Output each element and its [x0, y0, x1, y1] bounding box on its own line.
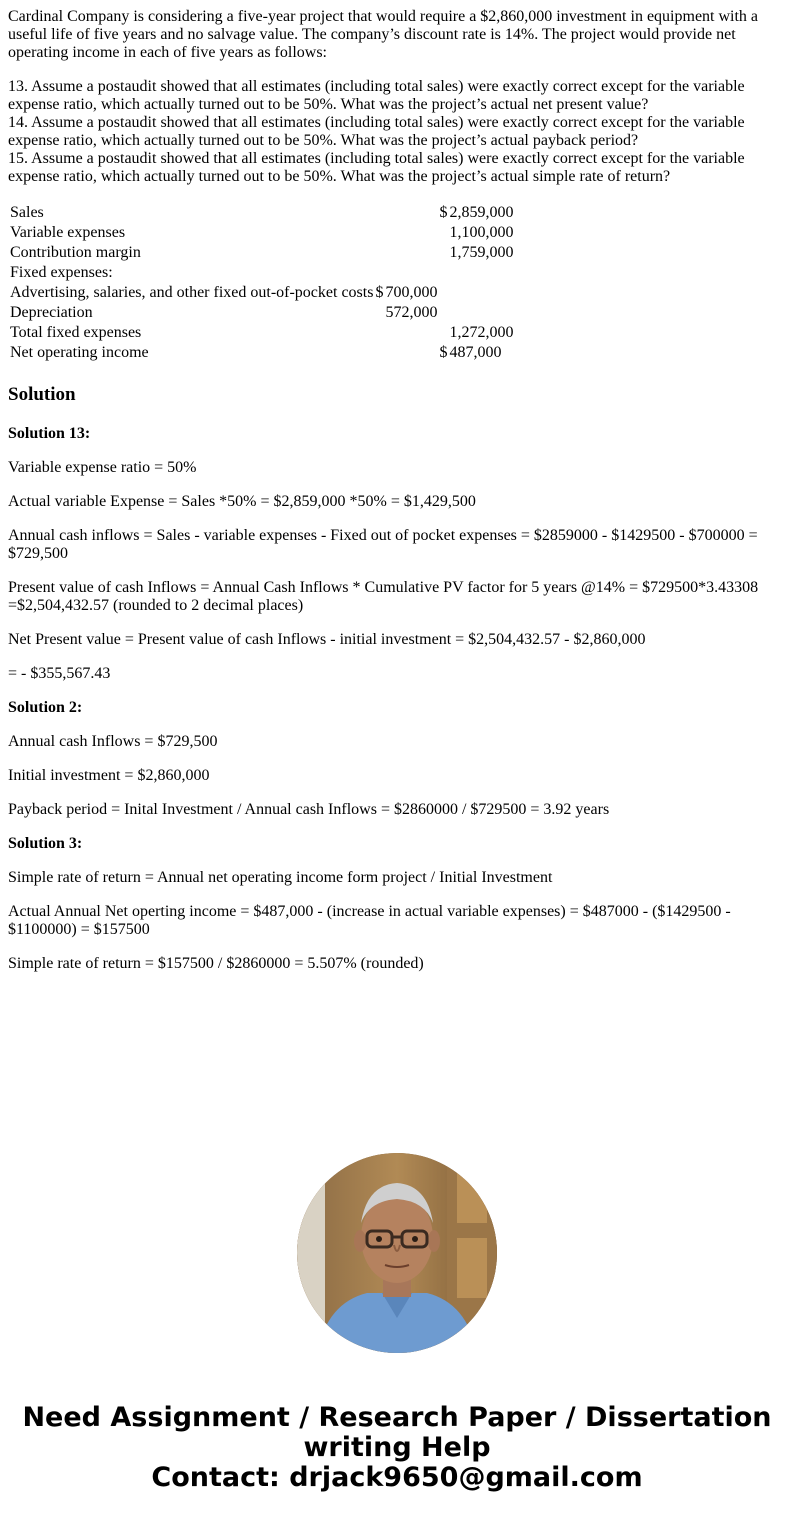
- solution-line: Initial investment = $2,860,000: [8, 767, 210, 784]
- table-row: [10, 204, 513, 222]
- table-row: [10, 224, 513, 242]
- table-row: [10, 284, 513, 302]
- amount-depreciation: 572,000: [385, 304, 438, 321]
- table-row: [10, 244, 513, 262]
- row-label-variable: Variable expenses: [10, 224, 126, 241]
- solution-line: Variable expense ratio = 50%: [8, 459, 197, 476]
- row-label-net-income: Net operating income: [10, 344, 149, 361]
- question-15: 15. Assume a postaudit showed that all estimates (including total sales) were exactly correct except for the variable expense ratio, which actually turned out to be 50%. What was the project’s actual simple rate of return?: [8, 150, 745, 185]
- row-label-depreciation: Depreciation: [10, 304, 93, 321]
- solution-13-heading: Solution 13:: [8, 425, 91, 442]
- amount-net-income: 487,000: [449, 344, 502, 361]
- author-portrait-image: [297, 1153, 497, 1353]
- solution-line: Simple rate of return = Annual net operating income form project / Initial Investment: [8, 869, 553, 886]
- solution-3-heading: Solution 3:: [8, 835, 83, 852]
- question-13: 13. Assume a postaudit showed that all estimates (including total sales) were exactly correct except for the variable expense ratio, which actually turned out to be 50%. What was the project’s actual net present value?: [8, 78, 745, 113]
- promo-line-1: Need Assignment / Research Paper / Dissertation: [22, 1402, 772, 1433]
- solution-line: Simple rate of return = $157500 / $2860000 = 5.507% (rounded): [8, 955, 424, 972]
- solution-line: Annual cash inflows = Sales - variable expenses - Fixed out of pocket expenses = $2859000 - $1429500 - $700000 = $729,500: [8, 527, 758, 562]
- row-label-advertising: Advertising, salaries, and other fixed out-of-pocket costs: [10, 284, 374, 301]
- promo-footer: [0, 1403, 794, 1493]
- solution-heading: Solution: [8, 384, 76, 405]
- amount-variable: 1,100,000: [449, 224, 514, 241]
- contact-email: Contact: drjack9650@gmail.com: [151, 1462, 643, 1493]
- author-avatar: [297, 1153, 497, 1353]
- solution-line: Actual Annual Net operting income = $487,000 - (increase in actual variable expenses) = $487000 - ($1429500 - $1100000) = $157500: [8, 903, 731, 938]
- table-row: [10, 304, 513, 322]
- solution-line: Present value of cash Inflows = Annual Cash Inflows * Cumulative PV factor for 5 years @14% = $729500*3.43308 =$2,504,432.57 (rounded to 2 decimal places): [8, 579, 759, 614]
- table-row: [10, 344, 513, 362]
- table-row: [10, 264, 513, 282]
- row-label-contribution: Contribution margin: [10, 244, 141, 261]
- solution-line: Annual cash Inflows = $729,500: [8, 733, 218, 750]
- problem-intro: Cardinal Company is considering a five-year project that would require a $2,860,000 investment in equipment with a useful life of five years and no salvage value. The company’s discount rate is 14%. The project would provide net operating income in each of five years as follows:: [8, 8, 759, 61]
- amount-total-fixed: 1,272,000: [449, 324, 514, 341]
- income-statement-table: [8, 202, 515, 364]
- table-row: [10, 324, 513, 342]
- currency-sign: $: [375, 284, 384, 301]
- row-label-fixed-header: Fixed expenses:: [10, 264, 113, 281]
- document-body: [8, 8, 778, 989]
- solution-line: = - $355,567.43: [8, 665, 111, 682]
- question-list: [8, 78, 778, 186]
- currency-sign: $: [439, 344, 448, 361]
- amount-contribution: 1,759,000: [449, 244, 514, 261]
- promo-line-2: writing Help: [303, 1432, 491, 1463]
- question-14: 14. Assume a postaudit showed that all estimates (including total sales) were exactly correct except for the variable expense ratio, which actually turned out to be 50%. What was the project’s actual payback period?: [8, 114, 745, 149]
- solution-2-heading: Solution 2:: [8, 699, 83, 716]
- row-label-total-fixed: Total fixed expenses: [10, 324, 142, 341]
- amount-advertising: 700,000: [385, 284, 438, 301]
- row-label-sales: Sales: [10, 204, 44, 221]
- solution-line: Net Present value = Present value of cash Inflows - initial investment = $2,504,432.57 - $2,860,000: [8, 631, 646, 648]
- currency-sign: $: [439, 204, 448, 221]
- amount-sales: 2,859,000: [449, 204, 514, 221]
- solution-line: Payback period = Inital Investment / Annual cash Inflows = $2860000 / $729500 = 3.92 years: [8, 801, 610, 818]
- solution-line: Actual variable Expense = Sales *50% = $2,859,000 *50% = $1,429,500: [8, 493, 476, 510]
